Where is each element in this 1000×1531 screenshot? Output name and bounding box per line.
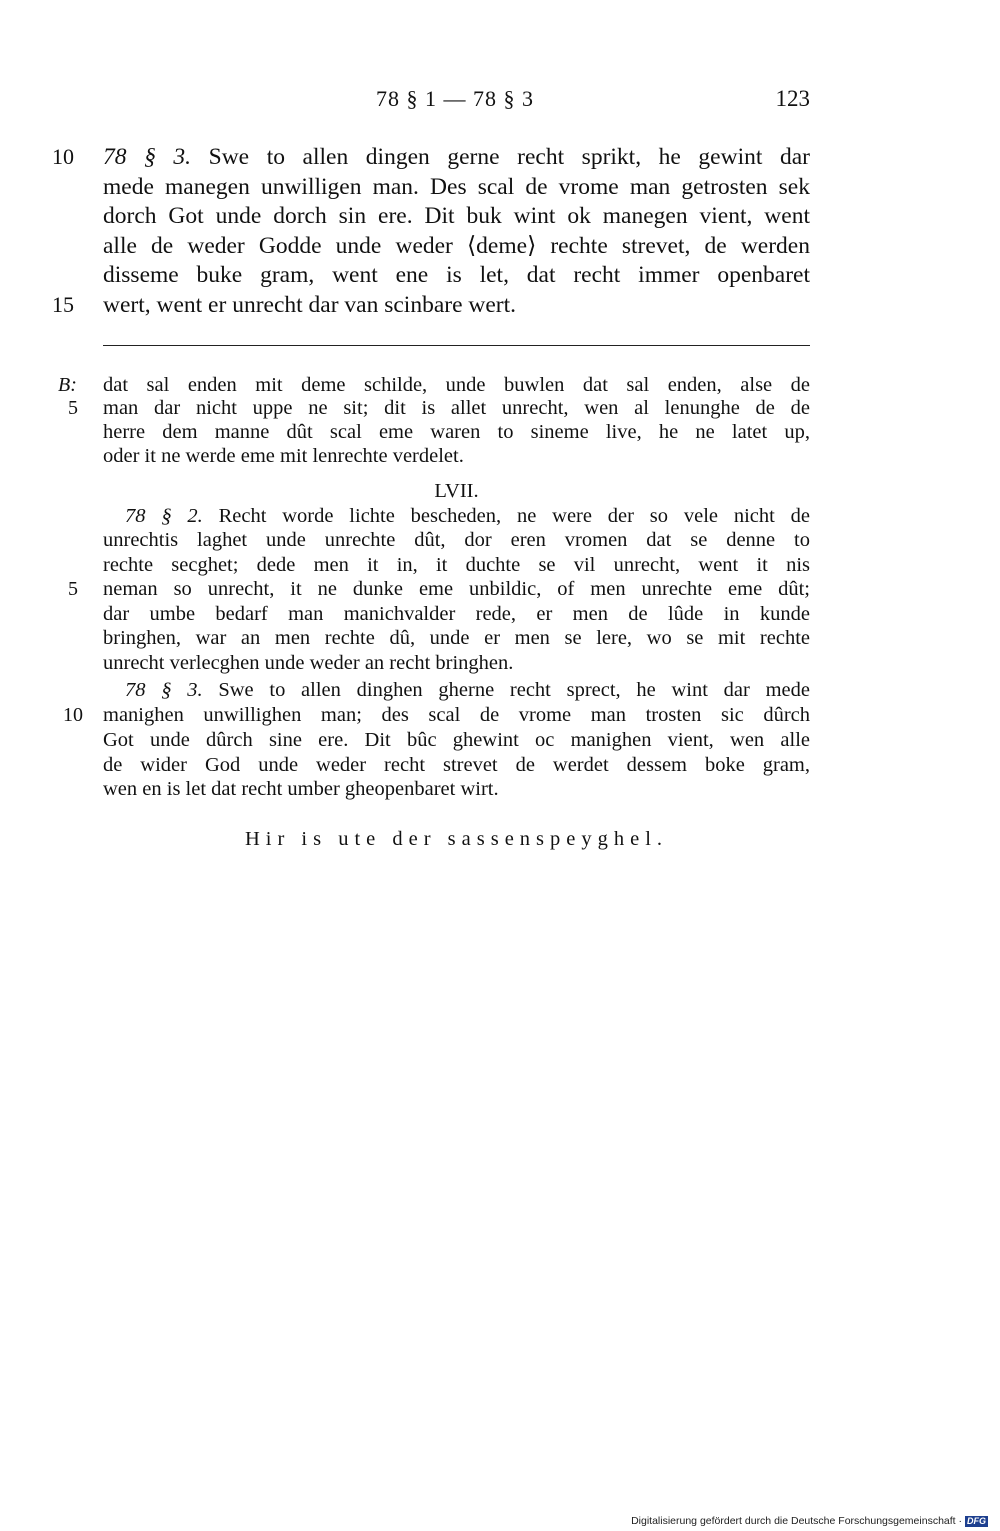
digitization-credit <box>631 1515 988 1527</box>
apparatus-line: man dar nicht uppe ne sit; dit is allet unrecht, wen al lenunghe de de <box>103 397 810 419</box>
paragraph-reference: 78 § 3. <box>103 144 192 170</box>
main-text-line: wert, went er unrecht dar van scinbare wert. <box>103 292 517 318</box>
paragraph-reference: 78 § 3. <box>125 679 203 701</box>
apparatus-line-content: Swe to allen dinghen gherne recht sprect, he wint dar mede <box>202 679 810 701</box>
main-text-line: alle de weder Godde unde weder ⟨deme⟩ rechte strevet, de werden <box>103 233 810 259</box>
apparatus-line: rechte secghet; dede men it in, it duchte se vil unrecht, went it nis <box>103 554 810 576</box>
page-number: 123 <box>775 86 810 111</box>
apparatus-line: Got unde dûrch sine ere. Dit bûc ghewint oc manighen vient, wen alle <box>103 729 810 751</box>
apparatus-line: bringhen, war an men rechte dû, unde er men se lere, wo se mit rechte <box>103 627 810 649</box>
apparatus-line: neman so unrecht, it ne dunke eme unbildic, of men unrechte eme dût; <box>103 578 810 600</box>
apparatus-line <box>125 678 810 703</box>
main-text-line <box>103 142 810 172</box>
main-text-line-content: Swe to allen dingen gerne recht sprikt, he gewint dar <box>191 144 810 170</box>
paragraph-reference: 78 § 2. <box>125 505 203 527</box>
main-text-line: mede manegen unwilligen man. Des scal de vrome man getrosten sek <box>103 174 810 200</box>
line-number: 15 <box>52 292 74 317</box>
apparatus-line: unrechtis laghet unde unrechte dût, dor eren vromen dat se denne to <box>103 529 810 551</box>
apparatus-line-content: Recht worde lichte bescheden, ne were der so vele nicht de <box>202 505 810 527</box>
line-number: 10 <box>52 144 74 169</box>
apparatus-line: dat sal enden mit deme schilde, unde buwlen dat sal enden, alse de <box>103 374 810 396</box>
apparatus-line: herre dem manne dût scal eme waren to sineme live, he ne latet up, <box>103 421 810 443</box>
section-heading: LVII. <box>434 480 479 502</box>
apparatus-line: manighen unwillighen man; des scal de vrome man trosten sic dûrch <box>103 704 810 726</box>
apparatus-line: dar umbe bedarf man manichvalder rede, er men de lûde in kunde <box>103 603 810 625</box>
running-head: 78 § 1 — 78 § 3 <box>376 86 534 111</box>
apparatus-line: unrecht verlecghen unde weder an recht bringhen. <box>103 652 514 674</box>
separator-rule <box>103 345 810 346</box>
line-number: 10 <box>63 704 83 726</box>
main-text-line: dorch Got unde dorch sin ere. Dit buk wint ok manegen vient, went <box>103 203 810 229</box>
main-text-line: disseme buke gram, went ene is let, dat recht immer openbaret <box>103 262 810 288</box>
apparatus-line: oder it ne werde eme mit lenrechte verdelet. <box>103 445 464 467</box>
manuscript-sigil: B: <box>58 374 77 396</box>
dfg-logo: DFG <box>967 1515 986 1526</box>
apparatus-line: wen en is let dat recht umber gheopenbaret wirt. <box>103 778 499 800</box>
line-number: 5 <box>68 578 78 600</box>
apparatus-line: de wider God unde weder recht strevet de werdet dessem boke gram, <box>103 754 810 776</box>
line-number: 5 <box>68 397 78 419</box>
colophon: Hir is ute der sassenspeyghel. <box>244 828 669 850</box>
apparatus-line <box>125 504 810 529</box>
credit-text: Digitalisierung gefördert durch die Deutsche Forschungsgemeinschaft · <box>631 1515 962 1527</box>
